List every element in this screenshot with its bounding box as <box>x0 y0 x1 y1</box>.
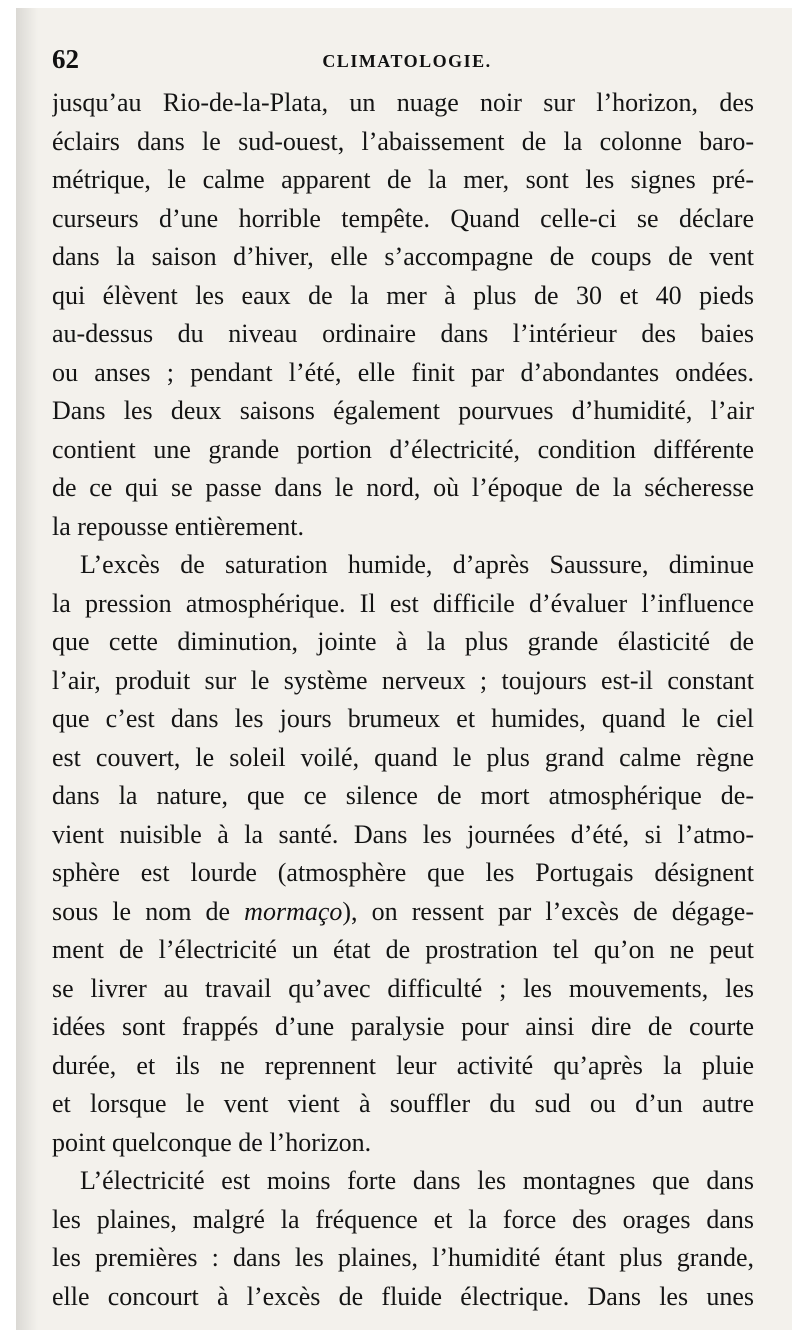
page-header <box>52 42 762 76</box>
text-fragment: ), on ressent par l’excès de dégage- <box>342 896 754 926</box>
text-line: ment de l’électricité un état de prostration tel qu’on ne peut <box>52 935 754 964</box>
paragraph-1 <box>52 84 754 546</box>
text-line: de ce qui se passe dans le nord, où l’époque de la sécheresse <box>52 473 754 502</box>
text-line: la pression atmosphérique. Il est difficile d’évaluer l’influence <box>52 588 754 618</box>
text-line: la repousse entièrement. <box>52 511 304 541</box>
text-line: au-dessus du niveau ordinaire dans l’intérieur des baies <box>52 319 754 348</box>
text-line: L’excès de saturation humide, d’après Saussure, diminue <box>80 550 754 579</box>
text-line: métrique, le calme apparent de la mer, sont les signes pré- <box>52 165 754 194</box>
text-line: qui élèvent les eaux de la mer à plus de 30 et 40 pieds <box>52 280 754 310</box>
book-page <box>16 8 792 1330</box>
text-line: dans la saison d’hiver, elle s’accompagne de coups de vent <box>52 242 754 271</box>
text-line: dans la nature, que ce silence de mort atmosphérique de- <box>52 781 754 810</box>
text-line: l’air, produit sur le système nerveux ; toujours est-il constant <box>52 665 754 695</box>
text-line: est couvert, le soleil voilé, quand le plus grand calme règne <box>52 742 754 772</box>
text-line: point quelconque de l’horizon. <box>52 1127 372 1157</box>
text-line: durée, et ils ne reprennent leur activité qu’après la pluie <box>52 1050 754 1080</box>
paragraph-2 <box>52 546 754 1162</box>
text-line: les premières : dans les plaines, l’humidité étant plus grande, <box>52 1243 754 1272</box>
text-line: vient nuisible à la santé. Dans les journées d’été, si l’atmo- <box>52 819 754 849</box>
text-line: jusqu’au Rio-de-la-Plata, un nuage noir sur l’horizon, des <box>52 88 754 117</box>
body-text <box>52 84 754 1316</box>
text-line: sphère est lourde (atmosphère que les Portugais désignent <box>52 858 754 887</box>
text-line: curseurs d’une horrible tempête. Quand celle-ci se déclare <box>52 203 754 233</box>
italic-term: mormaço <box>244 896 343 926</box>
text-line: Dans les deux saisons également pourvues d’humidité, l’air <box>52 396 754 425</box>
text-line: que cette diminution, jointe à la plus grande élasticité de <box>52 627 754 656</box>
running-title: CLIMATOLOGIE. <box>322 51 492 71</box>
text-fragment: sous le nom de <box>52 896 245 926</box>
text-line: que c’est dans les jours brumeux et humides, quand le ciel <box>52 704 754 733</box>
text-line: se livrer au travail qu’avec difficulté ; les mouvements, les <box>52 973 754 1003</box>
text-line: contient une grande portion d’électricité, condition différente <box>52 434 754 464</box>
page-number: 62 <box>52 44 79 74</box>
paragraph-3 <box>52 1162 754 1316</box>
page-gutter-shadow <box>16 8 38 1330</box>
text-line: éclairs dans le sud-ouest, l’abaissement de la colonne baro- <box>52 126 754 156</box>
text-line: elle concourt à l’excès de fluide électrique. Dans les unes <box>52 1281 754 1311</box>
text-line: ou anses ; pendant l’été, elle finit par d’abondantes ondées. <box>52 357 754 387</box>
text-line <box>52 893 754 932</box>
text-line: les plaines, malgré la fréquence et la force des orages dans <box>52 1204 754 1234</box>
text-line: L’électricité est moins forte dans les montagnes que dans <box>80 1166 754 1195</box>
text-line: idées sont frappés d’une paralysie pour ainsi dire de courte <box>52 1012 754 1041</box>
text-line: et lorsque le vent vient à souffler du sud ou d’un autre <box>52 1089 754 1118</box>
